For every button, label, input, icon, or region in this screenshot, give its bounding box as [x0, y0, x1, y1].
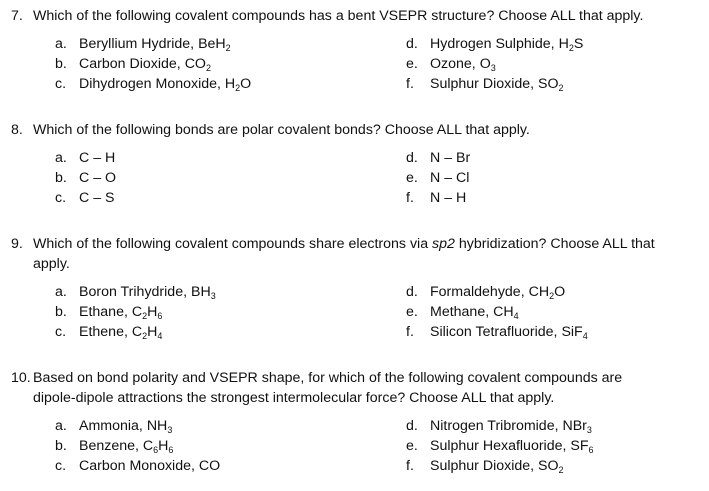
option-c: c. Ethene, $C_2H_4$: [55, 324, 163, 341]
question-text-continued: dipole-dipole attractions the strongest intermolecular force? Choose ALL that apply.: [33, 390, 555, 406]
question-number: 9.: [11, 236, 23, 252]
option-d: d. N – Br: [406, 150, 471, 166]
option-d: d. Hydrogen Sulphide, $H_2S$: [406, 36, 584, 53]
question-text: 10. Based on bond polarity and VSEPR shape, for which of the following covalent compounds are: [11, 370, 623, 386]
option-f: f. Silicon Tetrafluoride, SiF$_4$: [406, 324, 588, 341]
option-e: e. Sulphur Hexafluoride, $SF_6$: [406, 438, 594, 455]
option-b: b. Benzene, $C_6H_6$: [55, 438, 174, 455]
option-d: d. Formaldehyde, $CH_2O$: [406, 284, 566, 301]
question-text: 7. Which of the following covalent compounds has a bent VSEPR structure? Choose ALL that apply.: [11, 8, 644, 24]
question-number: 7.: [11, 8, 23, 24]
option-b: b. C – O: [55, 170, 117, 186]
question-number: 10.: [11, 370, 31, 386]
option-d: d. Nitrogen Tribromide, NBr$_3$: [406, 418, 592, 435]
option-b: b. Carbon Dioxide, $CO_2$: [55, 56, 211, 73]
question-text: 8. Which of the following bonds are polar covalent bonds? Choose ALL that apply.: [11, 122, 530, 138]
option-e: e. Ozone, $O_3$: [406, 56, 496, 73]
question-text-continued: apply.: [33, 256, 70, 272]
option-b: b. Ethane, $C_2H_6$: [55, 304, 163, 321]
option-a: a. C – H: [55, 150, 116, 166]
option-c: c. C – S: [55, 190, 115, 206]
question-number: 8.: [11, 122, 23, 138]
option-f: f. N – H: [406, 190, 467, 206]
option-f: f. Sulphur Dioxide, $SO_2$: [406, 458, 564, 475]
option-c: c. Carbon Monoxide, CO: [55, 458, 221, 474]
option-a: a. Beryllium Hydride, BeH$_2$: [55, 36, 231, 53]
option-a: a. Boron Trihydride, $BH_3$: [55, 284, 216, 301]
option-e: e. N – Cl: [406, 170, 470, 186]
question-text: 9. Which of the following covalent compounds share electrons via sp2 hybridization? Choose ALL that: [11, 236, 655, 252]
option-f: f. Sulphur Dioxide, $SO_2$: [406, 76, 564, 93]
option-e: e. Methane, $CH_4$: [406, 304, 519, 321]
option-c: c. Dihydrogen Monoxide, $H_2O$: [55, 76, 252, 93]
option-a: a. Ammonia, $NH_3$: [55, 418, 173, 435]
